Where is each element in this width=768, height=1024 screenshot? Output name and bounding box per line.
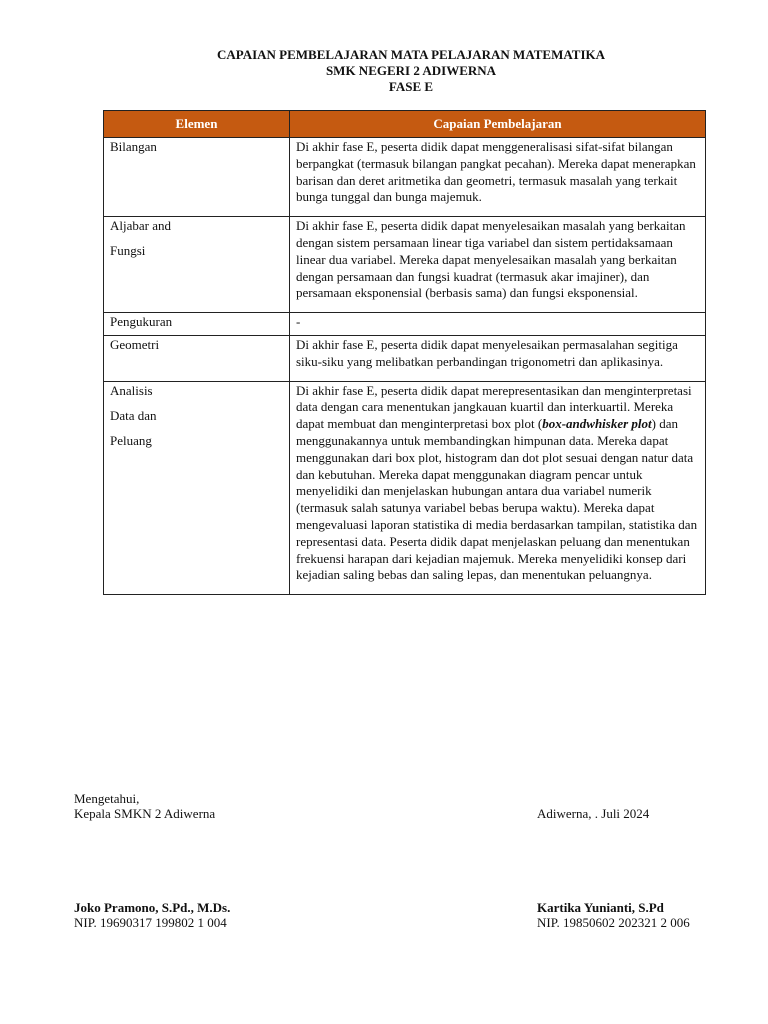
elemen-label: Pengukuran — [110, 314, 173, 330]
elemen-cell — [104, 335, 290, 381]
capaian-cell: Di akhir fase E, peserta didik dapat menggeneralisasi sifat-sifat bilangan berpangkat (termasuk bilangan pangkat pecahan). Mereka dapat menerapkan barisan dan deret aritmetika dan geometri, termasuk masalah yang terkait bunga tunggal dan bunga majemuk. — [290, 138, 706, 217]
capaian-cell: Di akhir fase E, peserta didik dapat menyelesaikan permasalahan segitiga siku-siku yang melibatkan perbandingan trigonometri dan aplikasinya. — [290, 335, 706, 381]
elemen-label: Bilangan — [110, 139, 157, 154]
signatory-name-right: Kartika Yunianti, S.Pd — [537, 900, 664, 915]
signatory-nip-left: NIP. 19690317 199802 1 004 — [74, 915, 227, 930]
table-row — [104, 138, 706, 217]
table-row — [104, 381, 706, 595]
table-row — [104, 313, 706, 336]
elemen-label: Data dan — [110, 407, 157, 423]
place-date: Adiwerna, . Juli 2024 — [537, 806, 650, 821]
capaian-cell: Di akhir fase E, peserta didik dapat menyelesaikan masalah yang berkaitan dengan sistem persamaan linear tiga variabel dan sistem pertidaksamaan linear dua variabel. Mereka dapat menyelesaikan masalah yang berkaitan dengan persamaan dan fungsi kuadrat (termasuk akar imajiner), dan persamaan eksponensial (berbasis sama) dan fungsi eksponensial. — [290, 217, 706, 313]
title-line-2: SMK NEGERI 2 ADIWERNA — [325, 63, 497, 78]
signatory-name-left: Joko Pramono, S.Pd., M.Ds. — [74, 900, 231, 915]
capaian-text-before: Di akhir fase E, peserta didik dapat merepresentasikan dan menginterpretasi data dengan cara menentukan jangkauan kuartil dan interkuartil. Mereka dapat membuat dan menginterpretasi box plot ( — [296, 382, 692, 432]
signature-left-heading — [74, 791, 215, 821]
header-capaian: Capaian Pembelajaran — [290, 111, 706, 138]
mengetahui-label: Mengetahui, — [74, 791, 140, 806]
title-line-3: FASE E — [388, 79, 434, 94]
capaian-emphasis: box-andwhisker plot — [542, 416, 652, 432]
signature-right-heading — [537, 806, 649, 821]
table-header-row — [104, 111, 706, 138]
signature-left — [74, 900, 230, 930]
capaian-table — [103, 110, 706, 595]
elemen-label: Analisis — [110, 382, 153, 398]
capaian-text-after: ) dan menggunakannya untuk membandingkan himpunan data. Mereka dapat menggunakan dari box plot, histogram dan dot plot sesuai dengan natur data dan kebutuhan. Mereka dapat menggunakan diagram pencar untuk menyelidiki dan menjelaskan hubungan antara dua variabel numerik (termasuk salah satunya variabel bebas berupa waktu). Mereka dapat mengevaluasi laporan statistika di media berdasarkan tampilan, statistika dan representasi data. Peserta didik dapat menjelaskan peluang dan menentukan frekuensi harapan dari kejadian majemuk. Mereka menyelidiki konsep dari kejadian saling bebas dan saling lepas, dan menentukan peluangnya. — [296, 416, 698, 583]
capaian-cell: - — [290, 313, 706, 336]
signature-right — [537, 900, 690, 930]
elemen-cell — [104, 138, 290, 217]
signatory-nip-right: NIP. 19850602 202321 2 006 — [537, 915, 690, 930]
elemen-label: Aljabar and — [110, 218, 172, 234]
title-line-1: CAPAIAN PEMBELAJARAN MATA PELAJARAN MATEMATIKA — [216, 47, 606, 62]
elemen-label: Peluang — [110, 433, 152, 449]
table-row — [104, 217, 706, 313]
elemen-cell — [104, 313, 290, 336]
capaian-cell — [290, 381, 706, 595]
table-row — [104, 335, 706, 381]
elemen-cell — [104, 217, 290, 313]
elemen-cell — [104, 381, 290, 595]
elemen-label: Fungsi — [110, 243, 146, 259]
elemen-label: Geometri — [110, 336, 160, 352]
document-title — [0, 47, 768, 95]
kepala-label: Kepala SMKN 2 Adiwerna — [74, 806, 216, 821]
header-elemen: Elemen — [104, 111, 290, 138]
